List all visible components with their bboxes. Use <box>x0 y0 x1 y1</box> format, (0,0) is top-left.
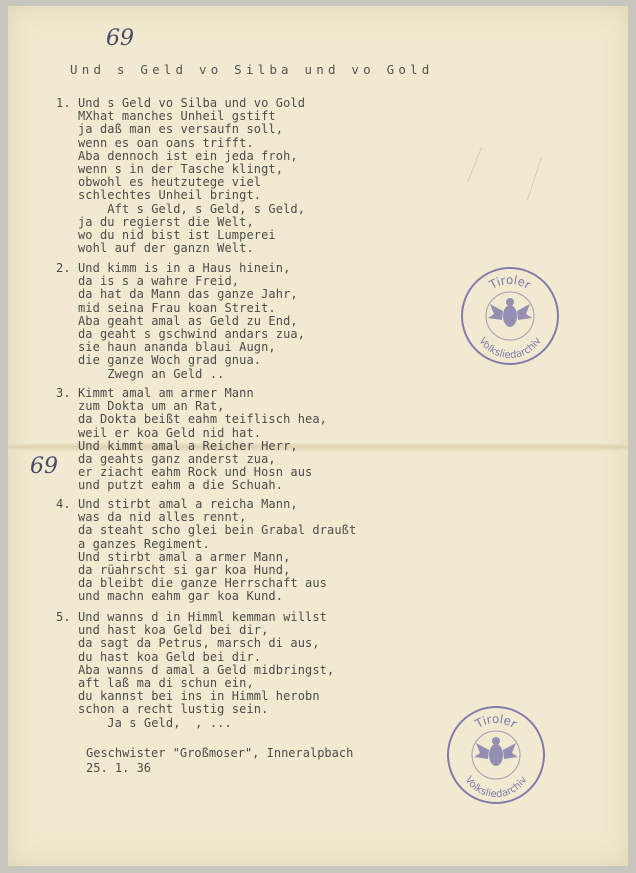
lyric-line: wenn s in der Tasche klingt, <box>56 162 284 177</box>
lyric-line: MXhat manches Unheil gstift <box>56 109 276 124</box>
lyric-line: 3. Kimmt amal am armer Mann <box>56 386 254 400</box>
stanza-4 <box>56 498 356 604</box>
lyric-line: da hat da Mann das ganze Jahr, <box>56 287 298 302</box>
lyric-line: Und stirbt amal a armer Mann, <box>56 549 291 564</box>
lyric-line: was da nid alles rennt, <box>56 510 247 525</box>
lyric-line: da Dokta beißt eahm teiflisch hea, <box>56 412 328 427</box>
lyric-line: wenn es oan oans trifft. <box>56 135 254 150</box>
lyric-line: er ziacht eahm Rock und Hosn aus <box>56 465 313 480</box>
stamp-bottom-text: Volksliedarchiv <box>476 335 544 362</box>
eagle-emblem-icon <box>488 298 532 327</box>
lyric-line: Aba wanns d amal a Geld midbringst, <box>56 662 335 677</box>
lyric-line: die ganze Woch grad gnua. <box>56 353 262 368</box>
lyric-line: obwohl es heutzutege viel <box>56 175 262 190</box>
lyric-line: Aba geaht amal as Geld zu End, <box>56 313 298 328</box>
lyric-line: Ja s Geld, , ... <box>56 715 232 730</box>
lyric-line: zum Dokta um an Rat, <box>56 399 225 414</box>
lyric-line: wo du nid bist ist Lumperei <box>56 228 276 243</box>
lyric-line: und machn eahm gar koa Kund. <box>56 589 284 604</box>
handwritten-number-top: 69 <box>106 26 134 51</box>
stamp-bottom-text: Volksliedarchiv <box>462 774 530 801</box>
lyric-line: du kannst bei ins in Himml herobn <box>56 689 320 704</box>
lyric-line: schon a recht lustig sein. <box>56 702 269 717</box>
signature-line: Geschwister "Großmoser", Inneralpbach <box>86 746 354 760</box>
lyric-line: aft laß ma di schun ein, <box>56 676 254 691</box>
lyric-line: Aba dennoch ist ein jeda froh, <box>56 148 298 163</box>
pencil-mark <box>467 147 482 183</box>
lyric-line: 1. Und s Geld vo Silba und vo Gold <box>56 96 306 110</box>
lyric-line: mid seina Frau koan Streit. <box>56 300 276 315</box>
lyric-line: weil er koa Geld nid hat. <box>56 425 262 440</box>
document-page <box>8 6 628 866</box>
archive-stamp <box>458 264 562 368</box>
lyric-line: 2. Und kimm is in a Haus hinein, <box>56 261 291 275</box>
lyric-line: Aft s Geld, s Geld, s Geld, <box>56 201 306 216</box>
lyric-line: da bleibt die ganze Herrschaft aus <box>56 576 328 591</box>
lyric-line: da geaht s gschwind andars zua, <box>56 327 306 342</box>
handwritten-number-middle: 69 <box>30 454 58 479</box>
lyric-line: Zwegn an Geld .. <box>56 366 225 381</box>
lyric-line: du hast koa Geld bei dir. <box>56 649 262 664</box>
song-title: Und s Geld vo Silba und vo Gold <box>70 62 434 77</box>
svg-text:Tiroler <box>472 712 519 731</box>
lyric-line: da steaht scho glei bein Grabal draußt <box>56 523 357 538</box>
lyric-line: 4. Und stirbt amal a reicha Mann, <box>56 497 298 511</box>
pencil-mark <box>527 157 542 200</box>
eagle-emblem-icon <box>474 737 518 766</box>
stanza-2 <box>56 262 305 381</box>
lyric-line: ja du regierst die Welt, <box>56 214 254 229</box>
stamp-top-text: Tiroler <box>486 272 534 293</box>
stanza-5 <box>56 611 334 730</box>
lyric-line: sie haun ananda blaui Augn, <box>56 340 276 355</box>
lyric-line: Und kimmt amal a Reicher Herr, <box>56 438 298 453</box>
lyric-line: 5. Und wanns d in Himml kemman willst <box>56 610 328 624</box>
lyric-line: und putzt eahm a die Schuah. <box>56 478 284 493</box>
stamp-top-text: Tiroler <box>472 711 520 732</box>
svg-text:Tiroler <box>486 273 533 292</box>
lyric-line: da geahts ganz anderst zua, <box>56 452 276 467</box>
signature-date: 25. 1. 36 <box>86 761 152 775</box>
lyric-line: da is s a wahre Freid, <box>56 274 240 289</box>
stanza-3 <box>56 387 327 493</box>
lyric-line: und hast koa Geld bei dir, <box>56 623 269 638</box>
lyric-line: ja daß man es versaufn soll, <box>56 122 284 137</box>
lyric-line: schlechtes Unheil bringt. <box>56 188 262 203</box>
lyric-line: da sagt da Petrus, marsch di aus, <box>56 636 320 651</box>
lyric-line: wohl auf der ganzn Welt. <box>56 241 254 256</box>
lyric-line: a ganzes Regiment. <box>56 536 210 551</box>
stanza-1 <box>56 97 305 255</box>
archive-stamp <box>444 703 548 807</box>
lyric-line: da rüahrscht si gar koa Hund, <box>56 563 291 578</box>
